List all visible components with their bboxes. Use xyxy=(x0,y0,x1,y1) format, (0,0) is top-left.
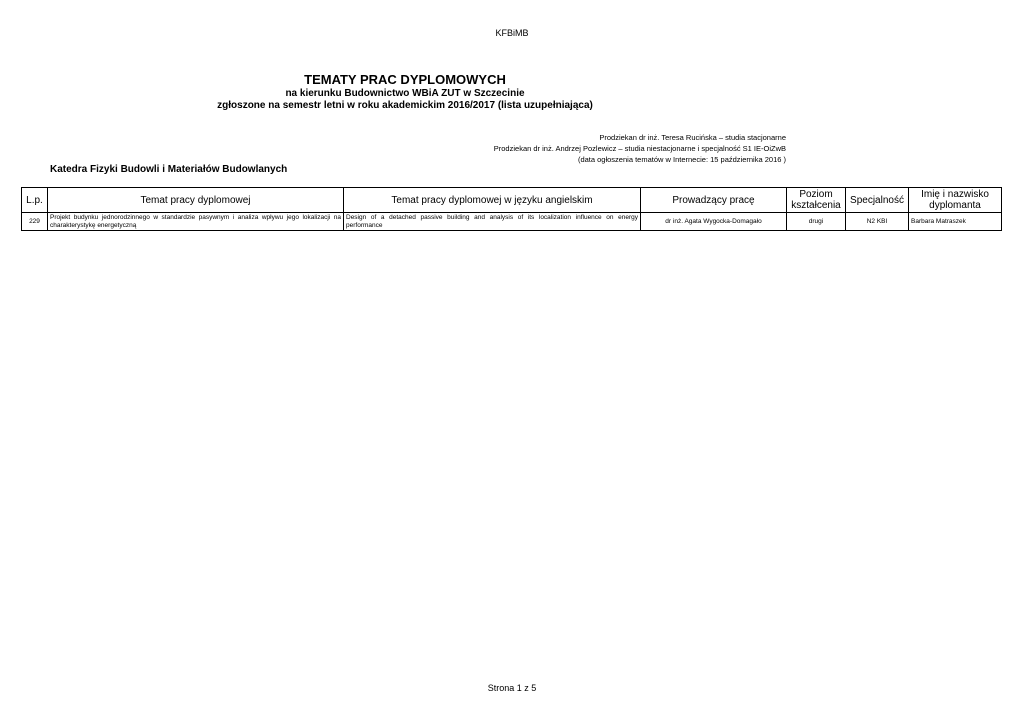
cell-student: Barbara Matraszek xyxy=(909,213,1002,231)
cell-topic-en: Design of a detached passive building and analysis of its localization influence on energy performance xyxy=(344,213,641,231)
document-subtitle-field: na kierunku Budownictwo WBiA ZUT w Szczecinie xyxy=(285,88,525,99)
header-student: Imię i nazwisko dyplomanta xyxy=(909,188,1002,213)
table-header-row xyxy=(22,188,1002,213)
cell-specialty: N2 KBI xyxy=(846,213,909,231)
header-lp: L.p. xyxy=(22,188,48,213)
document-subtitle-semester: zgłoszone na semestr letni w roku akademickim 2016/2017 (lista uzupełniająca) xyxy=(217,100,593,111)
page-number: Strona 1 z 5 xyxy=(487,683,537,693)
document-code: KFBiMB xyxy=(495,28,529,38)
announcement-date: (data ogłoszenia tematów w Internecie: 15 października 2016 ) xyxy=(577,155,786,164)
dean-fulltime: Prodziekan dr inż. Teresa Rucińska – studia stacjonarne xyxy=(599,133,786,142)
header-topic: Temat pracy dyplomowej xyxy=(48,188,344,213)
cell-topic: Projekt budynku jednorodzinnego w standardzie pasywnym i analiza wpływu jego lokalizacji na charakterystykę energetyczną xyxy=(48,213,344,231)
header-topic-en: Temat pracy dyplomowej w języku angielskim xyxy=(344,188,641,213)
header-supervisor: Prowadzący pracę xyxy=(641,188,787,213)
header-specialty: Specjalność xyxy=(846,188,909,213)
dean-parttime: Prodziekan dr inż. Andrzej Pozlewicz – studia niestacjonarne i specjalność S1 IE-OiZwB xyxy=(493,144,786,153)
header-level: Poziom kształcenia xyxy=(787,188,846,213)
cell-supervisor: dr inż. Agata Wygocka-Domagało xyxy=(641,213,787,231)
cell-level: drugi xyxy=(787,213,846,231)
document-title: TEMATY PRAC DYPLOMOWYCH xyxy=(304,72,506,87)
department-name: Katedra Fizyki Budowli i Materiałów Budowlanych xyxy=(50,164,288,175)
table-row xyxy=(22,213,1002,231)
cell-lp: 229 xyxy=(22,213,48,231)
topics-table xyxy=(21,187,1002,231)
